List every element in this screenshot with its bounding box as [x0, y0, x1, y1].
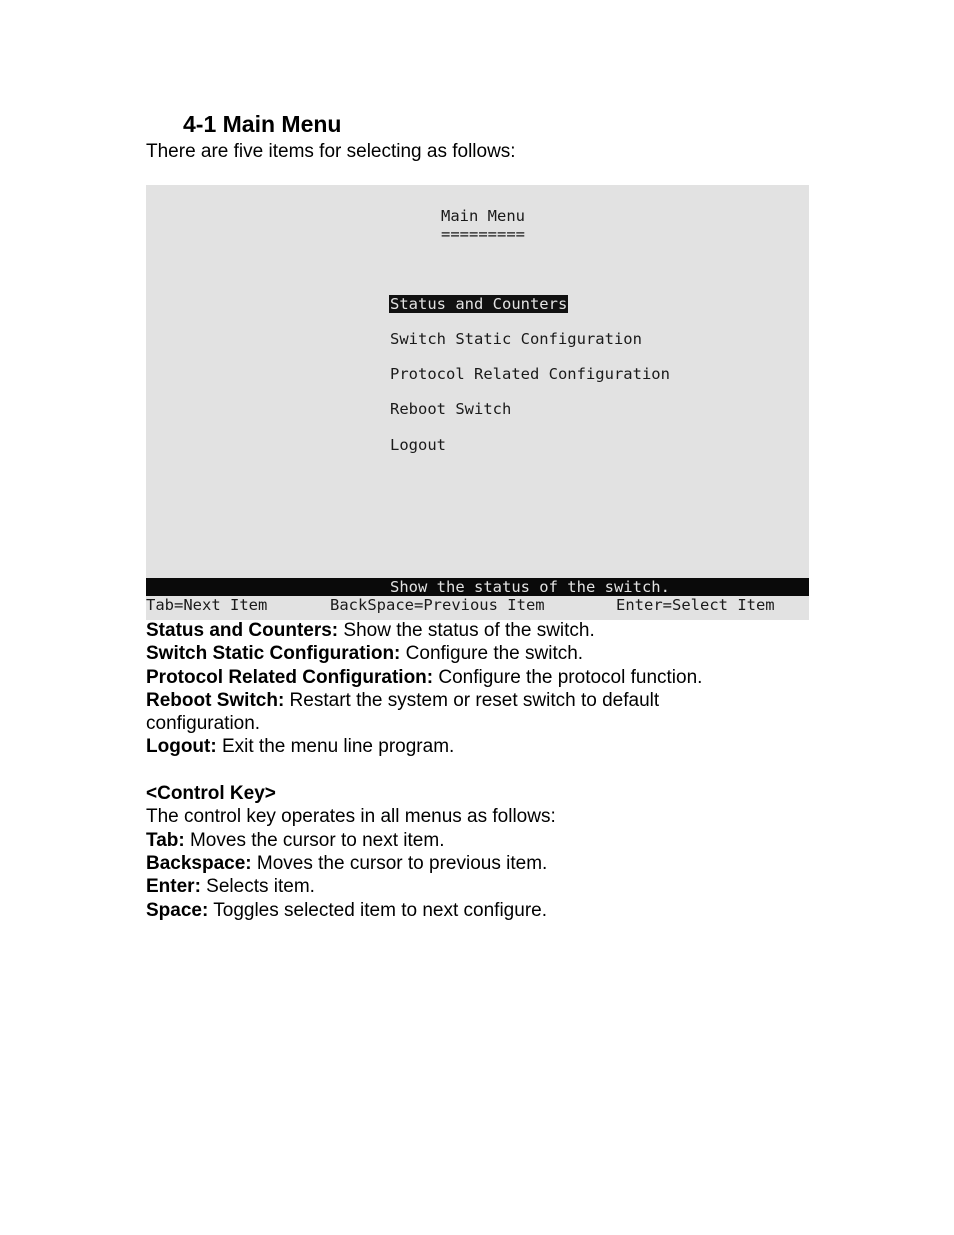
status-bar — [146, 578, 809, 596]
key-line — [146, 829, 846, 852]
key-text: Selects item. — [200, 876, 315, 898]
page-title: 4-1 Main Menu — [183, 111, 342, 137]
control-key-heading — [146, 782, 846, 805]
desc-text: configuration. — [146, 713, 261, 735]
key-line — [146, 852, 846, 875]
hint-enter: Enter=Select Item — [616, 596, 775, 614]
desc-text: Restart the system or reset switch to default — [284, 689, 660, 711]
key-term: Tab: — [146, 829, 185, 851]
key-text: Moves the cursor to previous item. — [251, 852, 548, 874]
menu-item-switch-static-configuration[interactable]: Switch Static Configuration — [390, 330, 642, 348]
desc-line — [146, 712, 846, 735]
desc-text: Show the status of the switch. — [338, 620, 595, 641]
status-message: Show the status of the switch. — [390, 578, 670, 596]
control-key-intro: The control key operates in all menus as follows: — [146, 806, 556, 828]
terminal-title: Main Menu — [441, 207, 525, 225]
control-key-heading-text: <Control Key> — [146, 783, 276, 805]
desc-term: Switch Static Configuration: — [146, 643, 401, 665]
key-hints-bar — [146, 596, 809, 616]
menu-item-status-and-counters[interactable]: Status and Counters — [390, 295, 568, 313]
menu-item-reboot-switch[interactable]: Reboot Switch — [390, 400, 512, 418]
hint-backspace: BackSpace=Previous Item — [330, 596, 545, 614]
desc-line — [146, 689, 846, 712]
key-term: Backspace: — [146, 852, 252, 874]
key-term: Space: — [146, 899, 209, 921]
spacer — [146, 759, 846, 782]
desc-line — [146, 666, 846, 689]
desc-line — [146, 619, 846, 642]
key-line — [146, 875, 846, 898]
desc-text: Exit the menu line program. — [216, 736, 455, 758]
desc-line — [146, 735, 846, 758]
desc-term: Status and Counters: — [146, 620, 339, 641]
terminal-screenshot — [146, 185, 809, 620]
desc-term: Logout: — [146, 736, 217, 758]
hint-tab: Tab=Next Item — [146, 596, 268, 614]
key-text: Moves the cursor to next item. — [184, 829, 445, 851]
desc-term: Reboot Switch: — [146, 689, 285, 711]
desc-term: Protocol Related Configuration: — [146, 666, 434, 688]
key-text: Toggles selected item to next configure. — [208, 899, 547, 921]
desc-line — [146, 642, 846, 665]
desc-text: Configure the protocol function. — [433, 666, 703, 688]
menu-item-protocol-related-configuration[interactable]: Protocol Related Configuration — [390, 365, 670, 383]
intro-text: There are five items for selecting as follows: — [146, 141, 516, 162]
menu-item-logout[interactable]: Logout — [390, 436, 446, 454]
terminal-title-underline: ========= — [441, 225, 525, 243]
desc-text: Configure the switch. — [400, 643, 584, 665]
descriptions-section — [146, 619, 846, 922]
key-line — [146, 899, 846, 922]
key-term: Enter: — [146, 876, 201, 898]
